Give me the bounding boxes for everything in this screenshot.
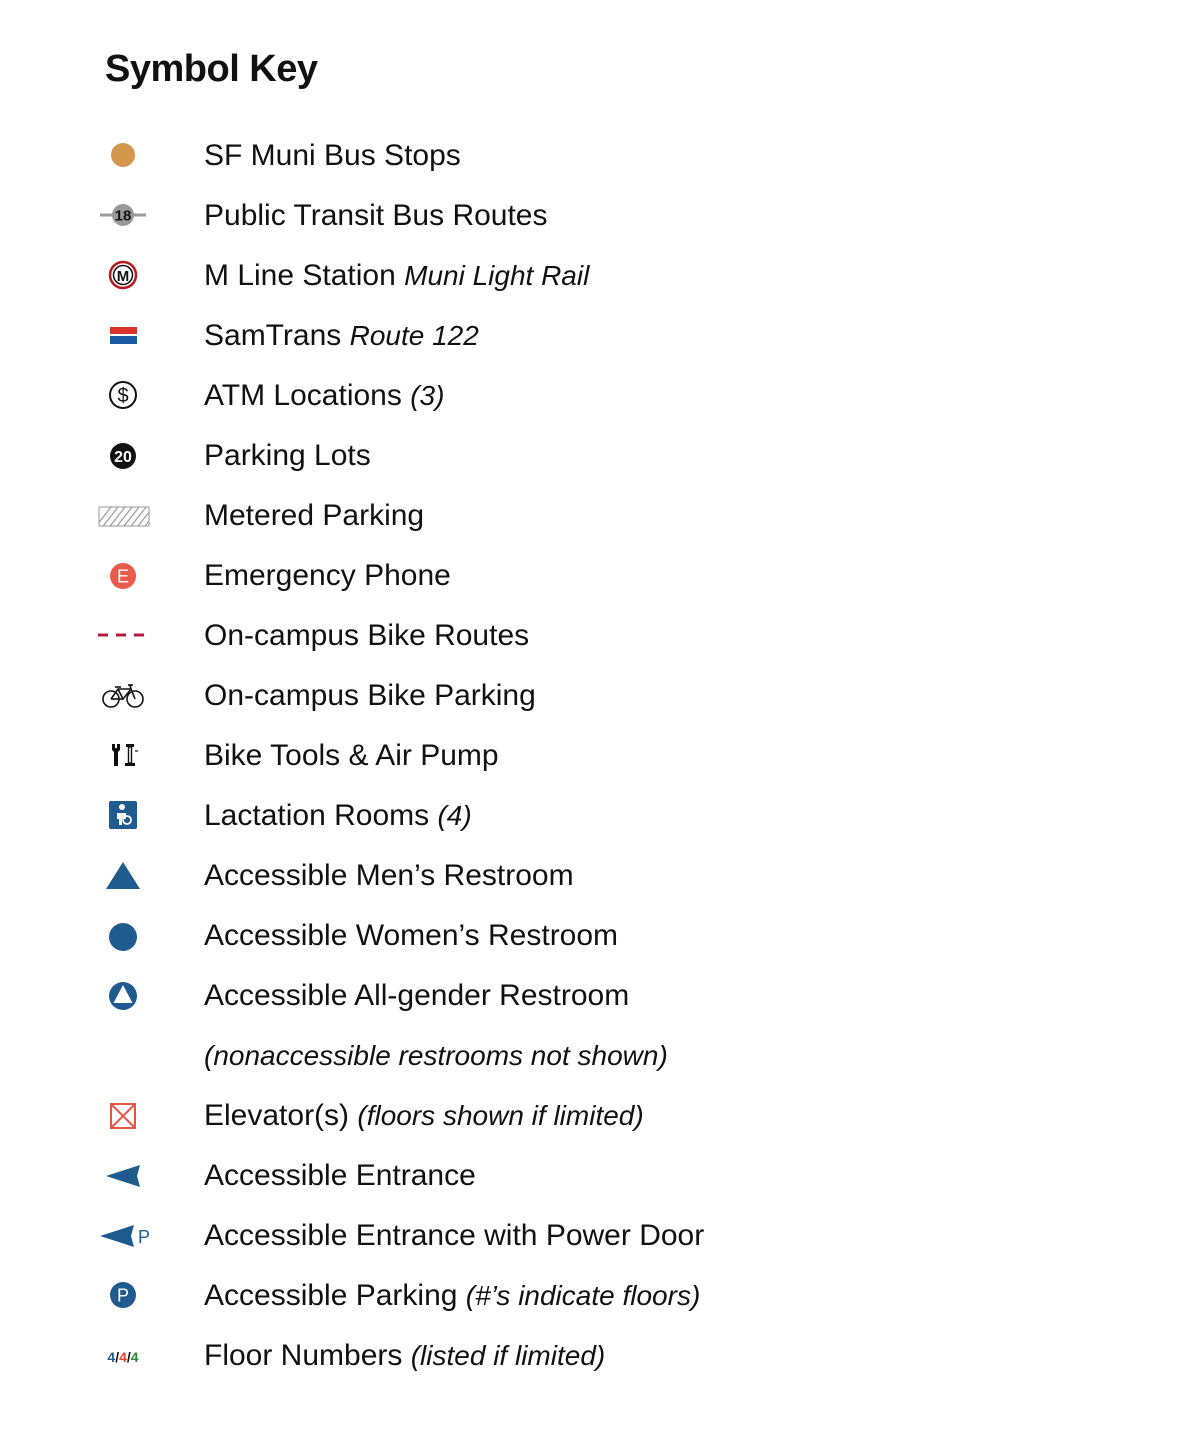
legend-row-emergency-phone: [0, 556, 1200, 596]
legend-label: Accessible Men’s Restroom: [204, 859, 574, 892]
lactation-room-icon: [93, 796, 153, 836]
legend-label: Emergency Phone: [204, 559, 451, 592]
legend-label: ATM Locations (3): [204, 379, 445, 412]
legend-label: Accessible All-gender Restroom: [204, 979, 630, 1012]
womens-restroom-icon: [93, 916, 153, 956]
legend-label: Parking Lots: [204, 439, 371, 472]
accessible-parking-icon: [93, 1276, 153, 1316]
legend-note: (nonaccessible restrooms not shown): [204, 1040, 668, 1071]
legend-label: On-campus Bike Parking: [204, 679, 536, 712]
bicycle-icon: [93, 676, 153, 716]
symbol-key-title: Symbol Key: [105, 48, 318, 90]
svg-text:P: P: [116, 1285, 130, 1306]
legend-label: Accessible Parking (#’s indicate floors): [204, 1279, 701, 1312]
legend-label: Elevator(s) (floors shown if limited): [204, 1099, 644, 1132]
legend-row-mens-restroom: [0, 856, 1200, 896]
bike-tools-icon: [93, 736, 153, 776]
legend-row-floor-numbers: [0, 1336, 1200, 1376]
legend-row-elevator: [0, 1096, 1200, 1136]
legend-label: On-campus Bike Routes: [204, 619, 530, 652]
legend-row-power-door: [0, 1216, 1200, 1256]
legend-row-lactation-rooms: [0, 796, 1200, 836]
svg-text:20: 20: [114, 449, 132, 466]
metered-parking-icon: [93, 496, 153, 536]
legend-label: Accessible Entrance with Power Door: [204, 1219, 705, 1252]
atm-icon: [93, 376, 153, 416]
svg-text:18: 18: [114, 207, 132, 225]
legend-label: Accessible Entrance: [204, 1159, 476, 1192]
svg-text:M: M: [116, 268, 130, 285]
elevator-icon: [93, 1096, 153, 1136]
legend-label: Public Transit Bus Routes: [204, 199, 548, 232]
svg-text:P: P: [138, 1227, 151, 1247]
legend-row-bus-routes: [0, 196, 1200, 236]
accessible-entrance-icon: [93, 1156, 153, 1196]
legend-row-parking-lots: [0, 436, 1200, 476]
legend-row-bike-tools: [0, 736, 1200, 776]
emergency-phone-icon: [93, 556, 153, 596]
legend-label: Accessible Women’s Restroom: [204, 919, 619, 952]
mens-restroom-icon: [93, 856, 153, 896]
legend-row-bus-stops: [0, 136, 1200, 176]
svg-text:E: E: [116, 566, 130, 587]
parking-lot-icon: [93, 436, 153, 476]
legend-row-womens-restroom: [0, 916, 1200, 956]
bus-stop-icon: [93, 136, 153, 176]
legend-row-bike-parking: [0, 676, 1200, 716]
all-gender-restroom-icon: [93, 976, 153, 1016]
legend-label: SamTrans Route 122: [204, 319, 479, 352]
svg-text:$: $: [117, 385, 129, 407]
legend-row-restroom-note: [0, 1036, 1200, 1076]
svg-text:4/4/4: 4/4/4: [107, 1349, 139, 1365]
samtrans-icon: [93, 316, 153, 356]
legend-row-accessible-parking: [0, 1276, 1200, 1316]
bus-route-icon: [93, 196, 153, 236]
legend-row-bike-routes: [0, 616, 1200, 656]
legend-label: Lactation Rooms (4): [204, 799, 472, 832]
legend-row-accessible-entrance: [0, 1156, 1200, 1196]
legend-row-metered-parking: [0, 496, 1200, 536]
muni-station-icon: [93, 256, 153, 296]
legend-row-atm: [0, 376, 1200, 416]
bike-route-icon: [93, 616, 153, 656]
legend-label: Metered Parking: [204, 499, 425, 532]
power-door-entrance-icon: [93, 1216, 153, 1256]
legend-label: M Line Station Muni Light Rail: [204, 259, 590, 292]
legend-label: Bike Tools & Air Pump: [204, 739, 499, 772]
legend-row-samtrans: [0, 316, 1200, 356]
legend-label: Floor Numbers (listed if limited): [204, 1339, 606, 1372]
floor-numbers-icon: [93, 1336, 153, 1376]
legend-row-m-line: [0, 256, 1200, 296]
legend-row-all-gender-restroom: [0, 976, 1200, 1016]
legend-label: SF Muni Bus Stops: [204, 139, 461, 172]
